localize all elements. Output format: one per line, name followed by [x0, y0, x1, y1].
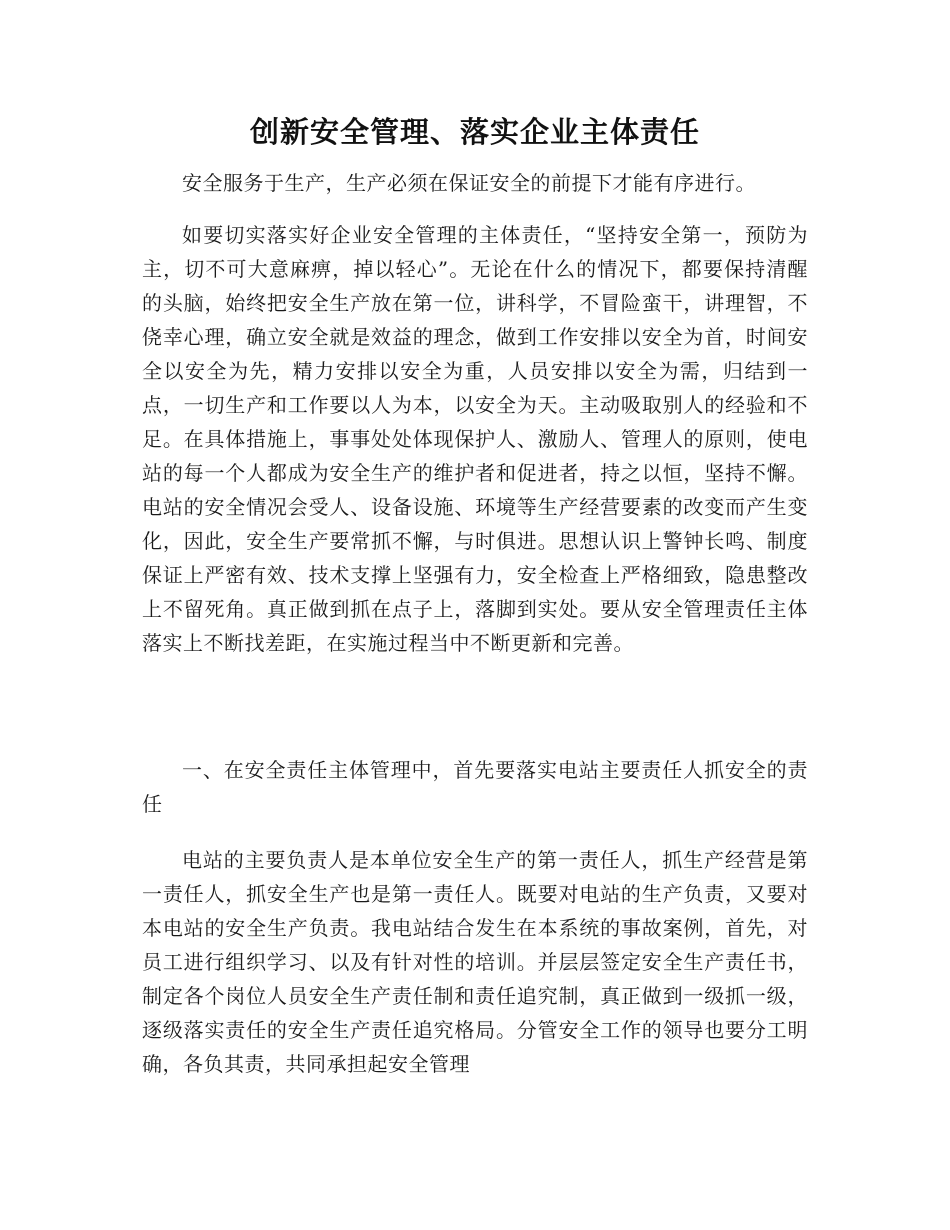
paragraph-body-2: 电站的主要负责人是本单位安全生产的第一责任人，抓生产经营是第一责任人，抓安全生产也是第一责任人。既要对电站的生产负责，又要对本电站的安全生产负责。我电站结合发生在本系统的事故案例，首先，对员工进行组织学习、以及有针对性的培训。并层层签定安全生产责任书，制定各个岗位人员安全生产责任制和责任追究制，真正做到一级抓一级，逐级落实责任的安全生产责任追究格局。分管安全工作的领导也要分工明确，各负其责，共同承担起安全管理: [142, 848, 808, 1076]
paragraph-intro: 安全服务于生产，生产必须在保证安全的前提下才能有序进行。: [182, 171, 756, 195]
document-title: 创新安全管理、落实企业主体责任: [249, 115, 700, 149]
section-heading-1: 一、在安全责任主体管理中，首先要落实电站主要责任人抓安全的责任: [142, 758, 808, 816]
paragraph-body-1: 如要切实落实好企业安全管理的主体责任，“坚持安全第一，预防为主，切不可大意麻痹，掉以轻心”。无论在什么的情况下，都要保持清醒的头脑，始终把安全生产放在第一位，讲科学，不冒险蛮干，讲理智，不侥幸心理，确立安全就是效益的理念，做到工作安排以安全为首，时间安全以安全为先，精力安排以安全为重，人员安排以安全为需，归结到一点，一切生产和工作要以人为本，以安全为天。主动吸取别人的经验和不足。在具体措施上，事事处处体现保护人、激励人、管理人的原则，使电站的每一个人都成为安全生产的维护者和促进者，持之以恒，坚持不懈。电站的安全情况会受人、设备设施、环境等生产经营要素的改变而产生变化，因此，安全生产要常抓不懈，与时俱进。思想认识上警钟长鸣、制度保证上严密有效、技术支撑上坚强有力，安全检查上严格细致，隐患整改上不留死角。真正做到抓在点子上，落脚到实处。要从安全管理责任主体落实上不断找差距，在实施过程当中不断更新和完善。: [142, 223, 808, 655]
